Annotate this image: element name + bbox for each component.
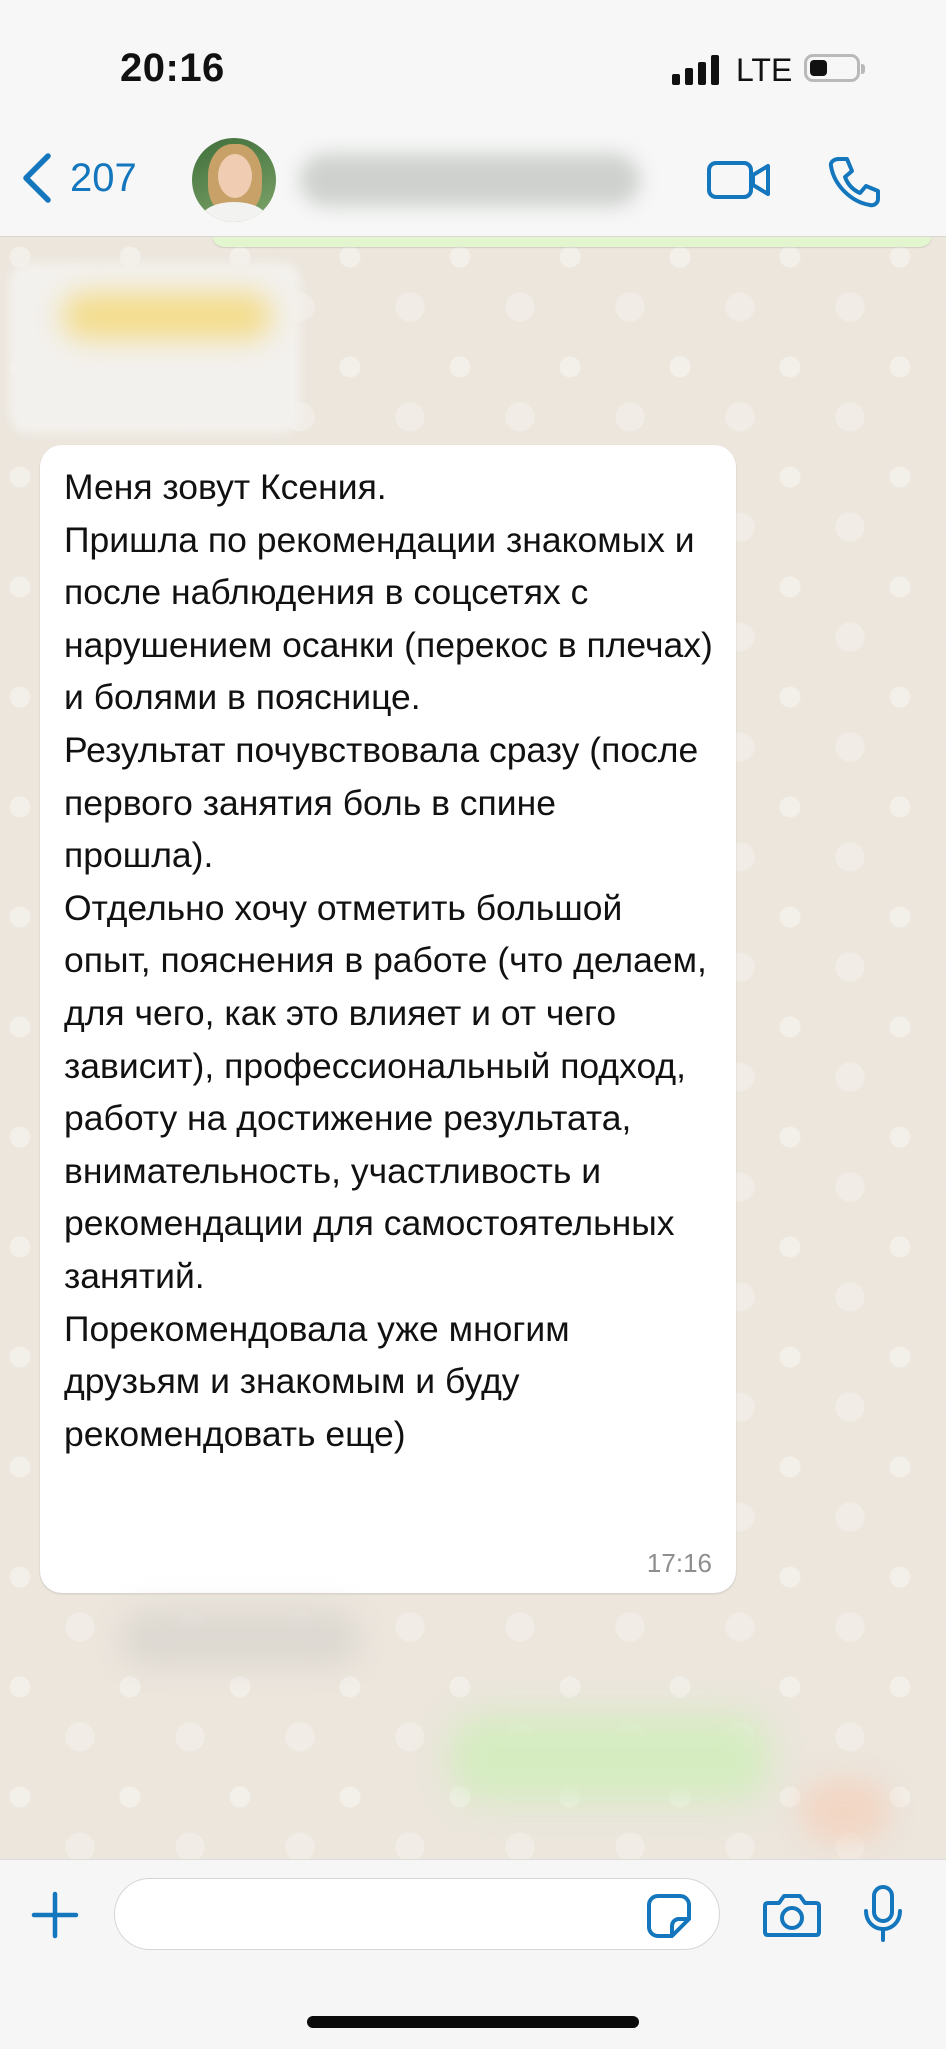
video-camera-icon — [709, 163, 768, 197]
message-text: Меня зовут Ксения. Пришла по рекомендации знакомых и после наблюдения в соцсетях с нарушением осанки (перекос в плечах) и болями в пояснице. Результат почувствовала сразу (после первого занятия боль в спине прошла). Отдельно хочу отметить большой опыт, пояснения в работе (что делаем, для чего, как это влияет и от чего зависит), профессиональный подход, работу на достижение результата, внимательность, участливость и рекомендации для самостоятельных занятий. Порекомендовала уже многим друзьям и знакомым и буду рекомендовать еще) — [64, 467, 713, 1454]
blurred-incoming-message — [120, 1609, 360, 1667]
sticker-button[interactable] — [646, 1893, 692, 1939]
network-type: LTE — [736, 52, 793, 88]
plus-icon — [34, 1894, 76, 1936]
phone-icon — [831, 159, 878, 205]
voice-call-button[interactable] — [826, 154, 882, 210]
blurred-outgoing-message — [450, 1715, 770, 1801]
video-call-button[interactable] — [706, 158, 772, 202]
blurred-outgoing-message — [212, 237, 932, 247]
microphone-icon — [866, 1887, 900, 1940]
message-input[interactable] — [114, 1878, 720, 1950]
avatar[interactable] — [192, 138, 276, 222]
input-bar — [0, 1859, 946, 2049]
chat-area[interactable] — [0, 237, 946, 1859]
blurred-content — [62, 293, 272, 339]
attach-button[interactable] — [30, 1890, 80, 1940]
blurred-incoming-message — [10, 263, 300, 433]
unread-count: 207 — [70, 155, 137, 200]
contact-name-blurred[interactable] — [300, 154, 640, 206]
status-time: 20:16 — [120, 46, 225, 90]
message-timestamp: 17:16 — [646, 1548, 712, 1578]
chevron-left-icon — [16, 150, 56, 206]
cellular-signal-icon — [672, 55, 722, 85]
battery-icon — [804, 54, 860, 82]
sticker-icon — [649, 1896, 689, 1936]
chat-header — [0, 0, 946, 237]
voice-message-button[interactable] — [862, 1884, 904, 1944]
blurred-content — [800, 1779, 890, 1843]
incoming-message-bubble[interactable] — [40, 445, 736, 1593]
camera-icon — [765, 1896, 819, 1935]
home-indicator[interactable] — [307, 2016, 639, 2028]
back-button[interactable] — [16, 150, 137, 206]
camera-button[interactable] — [762, 1890, 822, 1940]
